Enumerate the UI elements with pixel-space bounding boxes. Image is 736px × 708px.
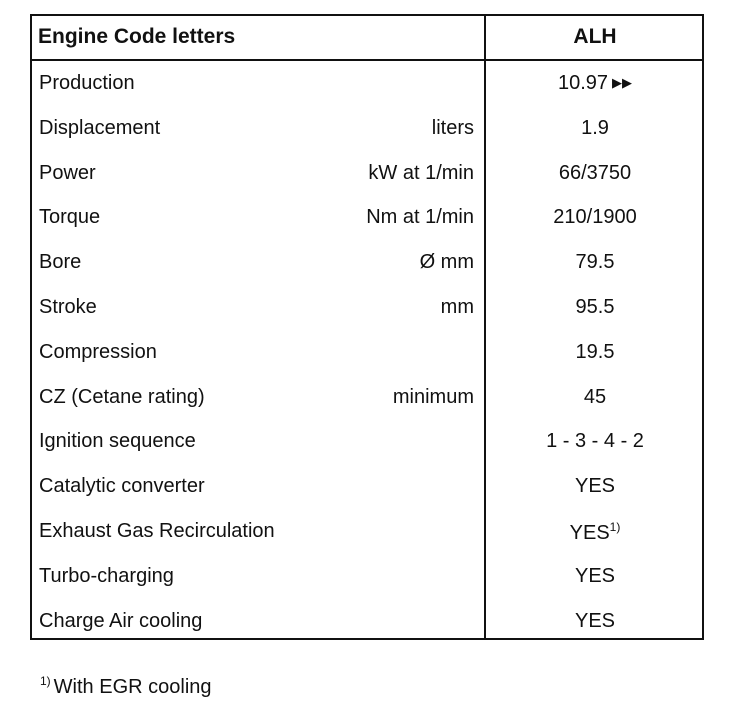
- row-value: [486, 565, 704, 588]
- row-value: [486, 72, 704, 95]
- footnote-ref: 1): [609, 519, 621, 534]
- row-label: Turbo-charging: [39, 564, 174, 587]
- row-value-text: 19.5: [575, 340, 615, 363]
- engine-spec-table: [30, 14, 704, 640]
- row-label: Compression: [39, 340, 157, 363]
- row-value: [486, 610, 704, 633]
- row-value-text: 95.5: [575, 295, 615, 318]
- table-row: [32, 464, 702, 509]
- row-value: [486, 430, 704, 453]
- row-unit: Nm at 1/min: [366, 206, 474, 229]
- row-value: [486, 520, 704, 545]
- row-value: [486, 341, 704, 364]
- row-label: Charge Air cooling: [39, 609, 203, 632]
- row-value: [486, 251, 704, 274]
- table-row: [32, 195, 702, 240]
- row-value-text: YES: [574, 564, 616, 587]
- table-row: [32, 106, 702, 151]
- table-header: [32, 16, 702, 61]
- table-row: [32, 151, 702, 196]
- footnote-text: With EGR cooling: [53, 676, 212, 698]
- row-value-text: 66/3750: [558, 161, 632, 184]
- row-value-text: 1.9: [581, 116, 609, 139]
- row-label: Bore: [39, 251, 82, 274]
- row-label: Ignition sequence: [39, 430, 196, 453]
- table-row: [32, 375, 702, 420]
- row-label: Power: [39, 161, 96, 184]
- row-unit: mm: [440, 295, 474, 318]
- table-row: [32, 240, 702, 285]
- row-value-text: 79.5: [575, 251, 615, 274]
- footnote-marker: 1): [40, 674, 51, 688]
- row-value-text: YES: [574, 475, 616, 498]
- row-label: Production: [39, 72, 135, 94]
- table-row: [32, 285, 702, 330]
- row-label: Torque: [39, 206, 101, 229]
- row-value: [486, 296, 704, 319]
- row-value-text: 45: [583, 385, 607, 408]
- row-value-text: YES: [574, 609, 616, 632]
- row-unit: kW at 1/min: [368, 161, 474, 184]
- table-row: [32, 554, 702, 599]
- row-unit: Ø mm: [419, 251, 474, 274]
- row-unit: minimum: [392, 385, 474, 408]
- footnote: [40, 674, 212, 699]
- row-value: [486, 475, 704, 498]
- header-label: Engine Code letters: [38, 25, 236, 48]
- table-row: [32, 599, 702, 644]
- row-value: [486, 162, 704, 185]
- table-row: [32, 61, 702, 106]
- row-value-text: 1 - 3 - 4 - 2: [546, 430, 644, 453]
- row-label: Exhaust Gas Recirculation: [39, 519, 275, 542]
- row-label: Stroke: [39, 295, 97, 318]
- row-label: Catalytic converter: [39, 475, 205, 498]
- row-value: [486, 117, 704, 140]
- row-value-text: 210/1900: [553, 206, 637, 229]
- table-row: [32, 509, 702, 554]
- row-value-text: YES: [569, 521, 610, 544]
- header-engine-code: ALH: [573, 25, 617, 48]
- table-row: [32, 419, 702, 464]
- row-label: CZ (Cetane rating): [39, 385, 205, 408]
- row-value: [486, 206, 704, 229]
- production-onward-arrow-icon: ▶▶: [612, 75, 633, 90]
- row-label: Displacement: [39, 116, 161, 139]
- table-body: [32, 61, 702, 643]
- row-unit: liters: [431, 116, 474, 139]
- row-value: [486, 386, 704, 409]
- row-value-text: 10.97: [557, 72, 609, 94]
- table-row: [32, 330, 702, 375]
